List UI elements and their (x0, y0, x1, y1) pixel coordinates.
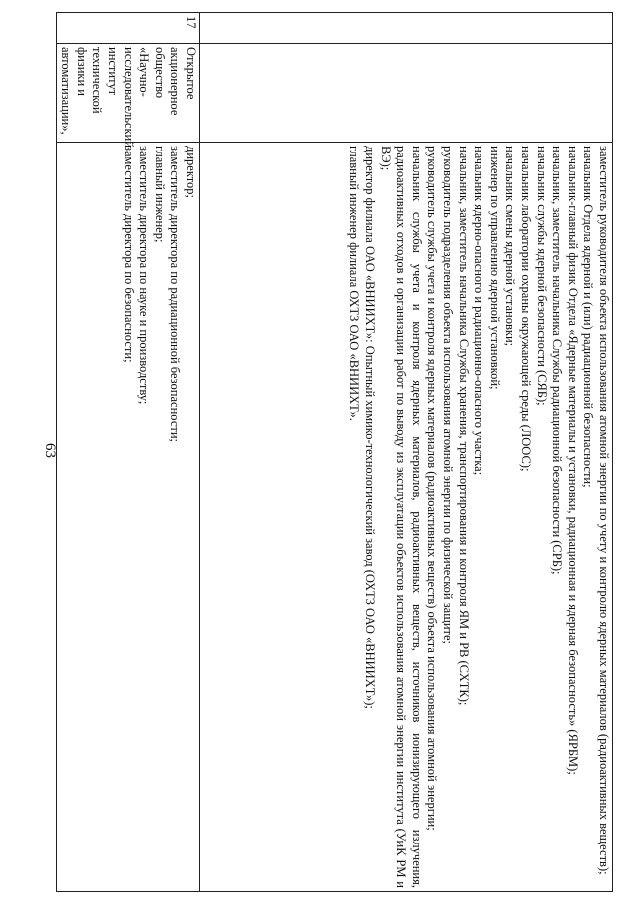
position-item: начальник-главный физик Отдела «Ядерные материалы и установки, радиационная и ядерная безопасность» (ЯРБМ); (565, 146, 580, 775)
organization-line: исследовательский (121, 47, 136, 148)
table-row (56, 13, 199, 892)
position-item: директор; (184, 146, 198, 199)
staff-table (56, 12, 613, 892)
position-item: заместитель директора по радиационной безопасности; (168, 146, 183, 443)
organization-line: Открытое акционерное (168, 47, 198, 116)
position-item: начальник ядерно-опасного и радиационно-опасного участка; (472, 146, 487, 476)
organization-name (58, 47, 198, 148)
rotated-table-wrapper (59, 12, 613, 892)
positions-cell (200, 143, 613, 892)
organization-cell-empty (200, 44, 613, 143)
organization-line: физики и автоматизации», (59, 47, 89, 135)
position-item: заместитель директора по безопасности; (121, 146, 136, 363)
organization-line: общество «Научно- (137, 47, 167, 99)
position-item: инженер по управлению ядерной установкой; (487, 146, 502, 390)
row-number-cell-empty (200, 13, 613, 44)
organization-cell (56, 44, 199, 148)
position-item: заместитель директора по науке и производству; (137, 146, 152, 405)
position-item: начальник Отдела ядерной и (или) радиационной безопасности; (581, 146, 596, 488)
position-item: начальник, заместитель начальника Службы радиационной безопасности (СРБ); (550, 146, 565, 575)
position-item: главный инженер филиала ОХТЗ ОАО «ВНИИХТ». (347, 146, 362, 421)
row-number-cell: 17 (56, 13, 199, 44)
position-item: заместитель руководителя объекта использования атомной энергии по учету и контролю ядерных материалов (радиоактивных веществ); (597, 146, 611, 875)
position-item: начальник службы ядерной безопасности (СЯБ); (534, 146, 549, 406)
positions-list (120, 146, 198, 888)
position-item: начальник службы учета и контроля ядерных материалов, радиоактивных веществ, источников ионизирующего излучения, радиоактивных отходов и организации работ по выводу из эксплуатации объектов использования атомной энергии института (УиК РМ и ВЭ); (378, 146, 424, 888)
positions-cell (56, 143, 199, 892)
organization-line: институт технической (90, 47, 121, 114)
position-item: начальник, заместитель начальника Службы хранения, транспортирования и контроля ЯМ и РВ (СХТК); (456, 146, 471, 706)
position-item: начальник лаборатории охраны окружающей среды (ЛООС); (519, 146, 534, 472)
position-item: руководитель подразделения объекта использования атомной энергии по физической защите; (441, 146, 456, 645)
position-item: руководитель службы учета и контроля ядерных материалов (радиоактивных веществ) объекта использования атомной энергии; (425, 146, 440, 831)
position-item: директор филиала ОАО «ВНИИХТ»: Опытный химико-технологический завод (ОХТЗ ОАО «ВНИИХТ»); (363, 146, 378, 709)
positions-list (346, 146, 611, 888)
position-item: начальник смены ядерной установки; (503, 146, 518, 347)
table-row (200, 13, 613, 892)
page-number: 63 (42, 443, 58, 458)
position-item: главный инженер; (152, 146, 167, 243)
